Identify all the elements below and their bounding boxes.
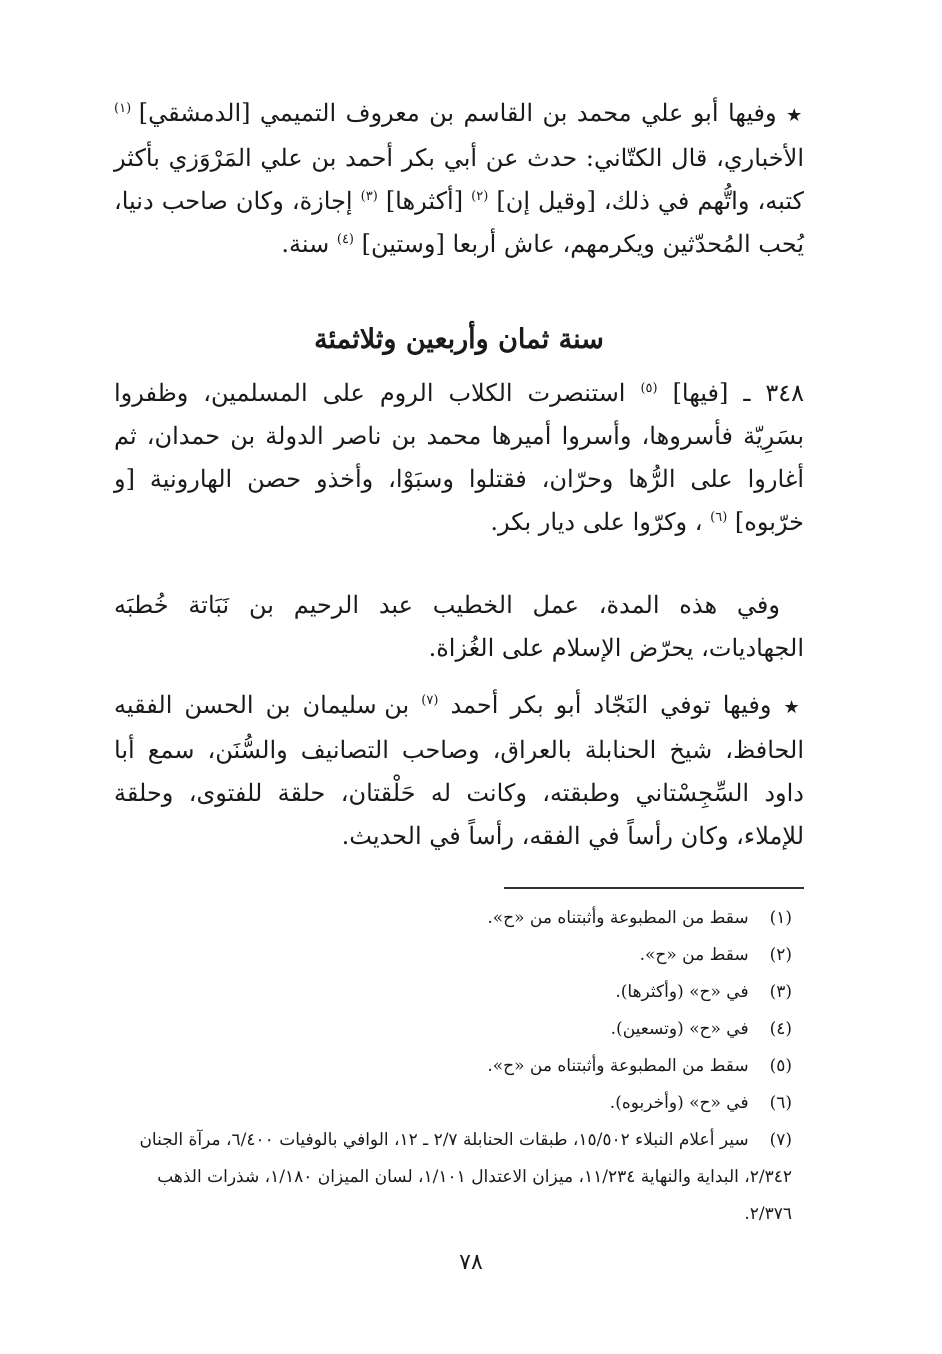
footnote-number: (٢) [769, 945, 792, 965]
event-text: ٣٤٨ ـ [فيها] [672, 379, 804, 407]
footnote-number: (٦) [769, 1093, 792, 1113]
footnote-number: (٣) [769, 982, 792, 1002]
footnote-text: سقط من المطبوعة وأثبتناه من «ح». [487, 1056, 749, 1076]
footnote-ref[interactable]: (٥) [640, 381, 658, 396]
footnote-text: سقط من «ح». [639, 945, 749, 965]
footnote-ref[interactable]: (٢) [471, 189, 489, 204]
footnote-number: (٧) [769, 1130, 792, 1150]
footnotes [112, 900, 792, 1233]
footnote-text: سير أعلام النبلاء ١٥/٥٠٢، طبقات الحنابلة ٢/٧ ـ ١٢، الوافي بالوفيات ٦/٤٠٠، مرآة الجنان ٢/٣٤٢، البداية والنهاية ١١/٢٣٤، ميزان الاعتدال ١/١٠١، لسان الميزان ١/١٨٠، شذرات الذهب ٢/٣٧٦. [139, 1130, 792, 1224]
footnote-ref[interactable]: (٧) [421, 693, 439, 708]
entry-text: وفيها أبو علي محمد بن القاسم بن معروف التميمي [الدمشقي] [138, 99, 777, 127]
section-heading: سنة ثمان وأربعين وثلاثمئة [314, 324, 604, 355]
event-text: ، وكرّوا على ديار بكر. [490, 508, 703, 536]
footnote-number: (٤) [769, 1019, 792, 1039]
footnote-text: في «ح» (وأكثرها). [615, 982, 749, 1002]
entry-text: [أكثرها] [385, 187, 464, 215]
footnote-item [112, 1048, 792, 1085]
footnote-number: (١) [769, 908, 792, 928]
page-number: ٧٨ [459, 1250, 483, 1275]
entry-abu-ali [114, 92, 804, 266]
entry-text: وفيها توفي النَجّاد أبو بكر أحمد [450, 691, 772, 719]
event-348 [114, 372, 804, 544]
footnote-item [112, 937, 792, 974]
entry-text: بن سليمان بن الحسن الفقيه الحافظ، شيخ الحنابلة بالعراق، وصاحب التصانيف والسُّنَن، سمع أبا داود السِّجِسْتاني وطبقته، وكانت له حَلْقتان، حلقة للفتوى، وحلقة للإملاء، وكان رأساً في الفقه، رأساً في الحديث. [114, 691, 804, 850]
footnote-text: في «ح» (وأخربوه). [609, 1093, 749, 1113]
entry-text: الأخباري، قال الكتّاني: حدث عن أبي بكر أحمد بن علي المَرْوَزي بأكثر كتبه، واتُّهم في ذلك، [وقيل إن] [114, 144, 804, 215]
footnote-ref[interactable]: (٣) [360, 189, 378, 204]
footnote-ref[interactable]: (٦) [710, 510, 728, 525]
entry-text: إجازة، وكان صاحب دنيا، يُحب المُحدّثين ويكرمهم، عاش أربعا [وستين] [114, 187, 804, 258]
paragraph-khatib: وفي هذه المدة، عمل الخطيب عبد الرحيم بن نَبَاتة خُطبَه الجهاديات، يحرّض الإسلام على الغُزاة. [114, 591, 804, 662]
footnote-divider [504, 887, 804, 889]
footnote-ref[interactable]: (٤) [336, 232, 354, 247]
footnote-item [112, 1011, 792, 1048]
footnote-number: (٥) [769, 1056, 792, 1076]
footnote-ref[interactable]: (١) [114, 101, 132, 116]
entry-najjad [114, 684, 804, 858]
footnote-text: سقط من المطبوعة وأثبتناه من «ح». [487, 908, 749, 928]
footnote-item [112, 1122, 792, 1233]
entry-text: سنة. [281, 230, 330, 258]
footnote-item [112, 1085, 792, 1122]
event-text: استنصرت الكلاب الروم على المسلمين، وظفروا بسَرِيّة فأسروها، وأسروا أميرها محمد بن ناصر الدولة بن حمدان، ثم أغاروا على الرُّها وحرّان، فقتلوا وسبَوْا، وأخذو حصن الهارونية [و خرّبوه] [114, 379, 804, 536]
footnote-item [112, 900, 792, 937]
footnote-item [112, 974, 792, 1011]
star-icon: ★ [786, 105, 804, 126]
footnote-text: في «ح» (وتسعين). [610, 1019, 749, 1039]
star-icon: ★ [783, 697, 805, 718]
